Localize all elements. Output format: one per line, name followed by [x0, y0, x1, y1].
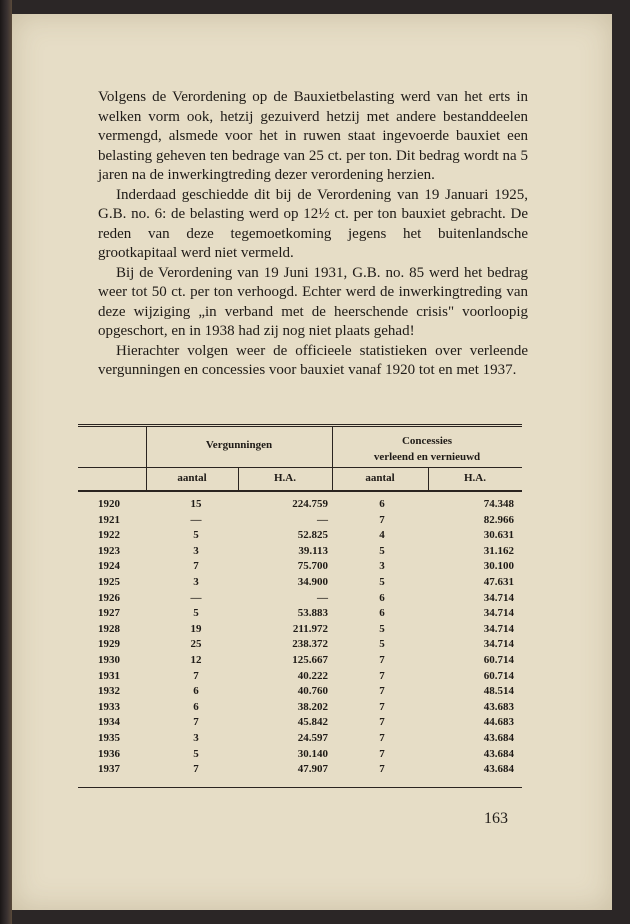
cell-year: 1925	[98, 575, 120, 588]
cell-year: 1928	[98, 622, 120, 635]
table-row	[78, 529, 522, 545]
col-header-aantal-v: aantal	[177, 472, 207, 484]
cell-year: 1934	[98, 716, 120, 729]
cell-vergunningen-aantal: 7	[193, 716, 199, 729]
cell-vergunningen-ha: 34.900	[297, 575, 328, 588]
cell-concessies-ha: 82.966	[483, 513, 514, 526]
cell-concessies-ha: 34.714	[483, 638, 514, 651]
cell-vergunningen-aantal: —	[190, 513, 202, 526]
paragraph-1: Volgens de Verordening op de Bauxietbelasting werd van het erts in welken vorm ook, hetzij gezuiverd hetzij met andere bestanddeelen vermengd, alsmede voor het in ruwen staat ingevoerde bauxiet een belasting geheven ten bedrage van 25 ct. per ton. Dit bedrag wordt na 5 jaren na de inwerkingtreding dezer verordening herzien.	[98, 89, 528, 183]
table-column-header	[78, 468, 522, 490]
table-row	[78, 685, 522, 701]
table-row	[78, 732, 522, 748]
table-row	[78, 763, 522, 779]
cell-concessies-aantal: 5	[379, 575, 385, 588]
cell-vergunningen-aantal: 5	[193, 607, 199, 620]
cell-vergunningen-aantal: —	[190, 591, 202, 604]
cell-vergunningen-ha: 30.140	[297, 747, 328, 760]
cell-concessies-ha: 43.684	[483, 763, 514, 776]
cell-year: 1935	[98, 731, 120, 744]
cell-concessies-ha: 44.683	[483, 716, 514, 729]
page-number: 163	[484, 810, 508, 827]
cell-concessies-aantal: 7	[379, 700, 385, 713]
table-row	[78, 560, 522, 576]
table-row	[78, 576, 522, 592]
cell-year: 1933	[98, 700, 120, 713]
cell-vergunningen-aantal: 15	[190, 498, 202, 510]
cell-concessies-aantal: 7	[379, 747, 385, 760]
cell-concessies-ha: 31.162	[483, 544, 514, 557]
cell-vergunningen-ha: —	[317, 513, 328, 526]
cell-concessies-ha: 43.684	[483, 731, 514, 744]
col-header-aantal-c: aantal	[365, 472, 395, 484]
cell-concessies-ha: 60.714	[483, 653, 514, 666]
cell-vergunningen-ha: 52.825	[297, 529, 328, 542]
cell-concessies-ha: 34.714	[483, 591, 514, 604]
cell-year: 1931	[98, 669, 120, 682]
paragraph-3: Bij de Verordening van 19 Juni 1931, G.B. no. 85 werd het bedrag weer tot 50 ct. per ton verhoogd. Echter werd de inwerkingtreding van deze wijziging „in verband met de heerschende crisis" voorloopig opgeschort, en in 1938 had zij nog niet plaats gehad!	[98, 264, 528, 339]
cell-vergunningen-aantal: 7	[193, 669, 199, 682]
cell-concessies-aantal: 7	[379, 513, 385, 526]
table-row	[78, 514, 522, 530]
cell-concessies-ha: 60.714	[483, 669, 514, 682]
cell-concessies-aantal: 7	[379, 669, 385, 682]
cell-vergunningen-ha: —	[317, 591, 328, 604]
table-row	[78, 607, 522, 623]
table-row	[78, 654, 522, 670]
cell-concessies-ha: 34.714	[483, 607, 514, 620]
cell-vergunningen-aantal: 7	[193, 560, 199, 573]
cell-year: 1930	[98, 653, 120, 666]
book-spine	[0, 0, 12, 924]
cell-vergunningen-ha: 75.700	[297, 560, 328, 573]
statistics-table	[78, 424, 522, 788]
cell-concessies-aantal: 7	[379, 653, 385, 666]
table-row	[78, 748, 522, 764]
cell-concessies-aantal: 5	[379, 622, 385, 635]
cell-year: 1927	[98, 607, 120, 620]
cell-vergunningen-aantal: 3	[193, 544, 199, 557]
table-row	[78, 498, 522, 514]
cell-concessies-ha: 74.348	[483, 498, 514, 510]
cell-year: 1924	[98, 560, 120, 573]
cell-concessies-aantal: 7	[379, 685, 385, 698]
cell-concessies-aantal: 6	[379, 607, 385, 620]
cell-vergunningen-aantal: 3	[193, 731, 199, 744]
cell-concessies-ha: 30.100	[483, 560, 514, 573]
header-vergunningen: Vergunningen	[205, 439, 273, 451]
header-concessies	[332, 433, 522, 465]
cell-vergunningen-aantal: 12	[190, 653, 202, 666]
cell-vergunningen-ha: 39.113	[298, 544, 328, 557]
cell-concessies-aantal: 3	[379, 560, 385, 573]
cell-year: 1929	[98, 638, 120, 651]
cell-year: 1922	[98, 529, 120, 542]
cell-vergunningen-ha: 224.759	[292, 498, 328, 510]
table-row	[78, 638, 522, 654]
table-header-rule	[78, 490, 522, 492]
cell-vergunningen-aantal: 25	[190, 638, 202, 651]
cell-concessies-aantal: 4	[379, 529, 385, 542]
paragraph-2: Inderdaad geschiedde dit bij de Verordening van 19 Januari 1925, G.B. no. 6: de belasting werd op 12½ ct. per ton bauxiet gebracht. De reden van deze tegemoetkoming jegens het buitenlandsche grootkapitaal werd niet vermeld.	[98, 186, 528, 261]
table-bottom-rule	[78, 787, 522, 788]
cell-concessies-ha: 48.514	[483, 685, 514, 698]
header-concessies-line2: verleend en vernieuwd	[373, 451, 481, 463]
col-header-ha-v: H.A.	[274, 472, 296, 484]
cell-year: 1937	[98, 763, 120, 776]
cell-year: 1920	[98, 498, 120, 510]
cell-vergunningen-ha: 238.372	[292, 638, 328, 651]
cell-year: 1923	[98, 544, 120, 557]
cell-concessies-aantal: 5	[379, 544, 385, 557]
cell-year: 1936	[98, 747, 120, 760]
cell-vergunningen-ha: 40.760	[297, 685, 328, 698]
cell-concessies-aantal: 6	[379, 498, 385, 510]
cell-vergunningen-ha: 47.907	[297, 763, 328, 776]
cell-year: 1932	[98, 685, 120, 698]
cell-vergunningen-aantal: 6	[193, 700, 199, 713]
cell-vergunningen-ha: 53.883	[297, 607, 328, 620]
table-row	[78, 701, 522, 717]
col-header-ha-c: H.A.	[464, 472, 486, 484]
cell-concessies-aantal: 7	[379, 763, 385, 776]
cell-concessies-ha: 43.683	[483, 700, 514, 713]
cell-concessies-ha: 43.684	[483, 747, 514, 760]
table-row	[78, 716, 522, 732]
cell-vergunningen-aantal: 5	[193, 747, 199, 760]
cell-vergunningen-ha: 125.667	[292, 653, 328, 666]
cell-concessies-aantal: 7	[379, 716, 385, 729]
table-row	[78, 592, 522, 608]
cell-vergunningen-ha: 24.597	[297, 731, 328, 744]
cell-concessies-aantal: 7	[379, 731, 385, 744]
table-row	[78, 670, 522, 686]
cell-vergunningen-aantal: 7	[193, 763, 199, 776]
header-concessies-line1: Concessies	[401, 435, 453, 447]
cell-vergunningen-aantal: 5	[193, 529, 199, 542]
body-text	[98, 88, 528, 381]
table-group-header	[78, 427, 522, 467]
cell-vergunningen-aantal: 6	[193, 685, 199, 698]
cell-concessies-aantal: 6	[379, 591, 385, 604]
cell-concessies-ha: 34.714	[483, 622, 514, 635]
cell-vergunningen-ha: 45.842	[297, 716, 328, 729]
table-row	[78, 545, 522, 561]
cell-vergunningen-aantal: 19	[190, 622, 202, 635]
cell-vergunningen-ha: 40.222	[297, 669, 328, 682]
cell-concessies-ha: 47.631	[483, 575, 514, 588]
page-edge-shadow	[612, 10, 630, 924]
paragraph-4: Hierachter volgen weer de officieele statistieken over verleende vergunningen en concessies voor bauxiet vanaf 1920 tot en met 1937.	[98, 342, 528, 378]
cell-year: 1926	[98, 591, 120, 604]
cell-concessies-aantal: 5	[379, 638, 385, 651]
cell-concessies-ha: 30.631	[483, 529, 514, 542]
cell-vergunningen-aantal: 3	[193, 575, 199, 588]
cell-vergunningen-ha: 211.972	[292, 622, 328, 635]
cell-year: 1921	[98, 513, 120, 526]
table-row	[78, 623, 522, 639]
cell-vergunningen-ha: 38.202	[297, 700, 328, 713]
table-body	[78, 498, 522, 779]
